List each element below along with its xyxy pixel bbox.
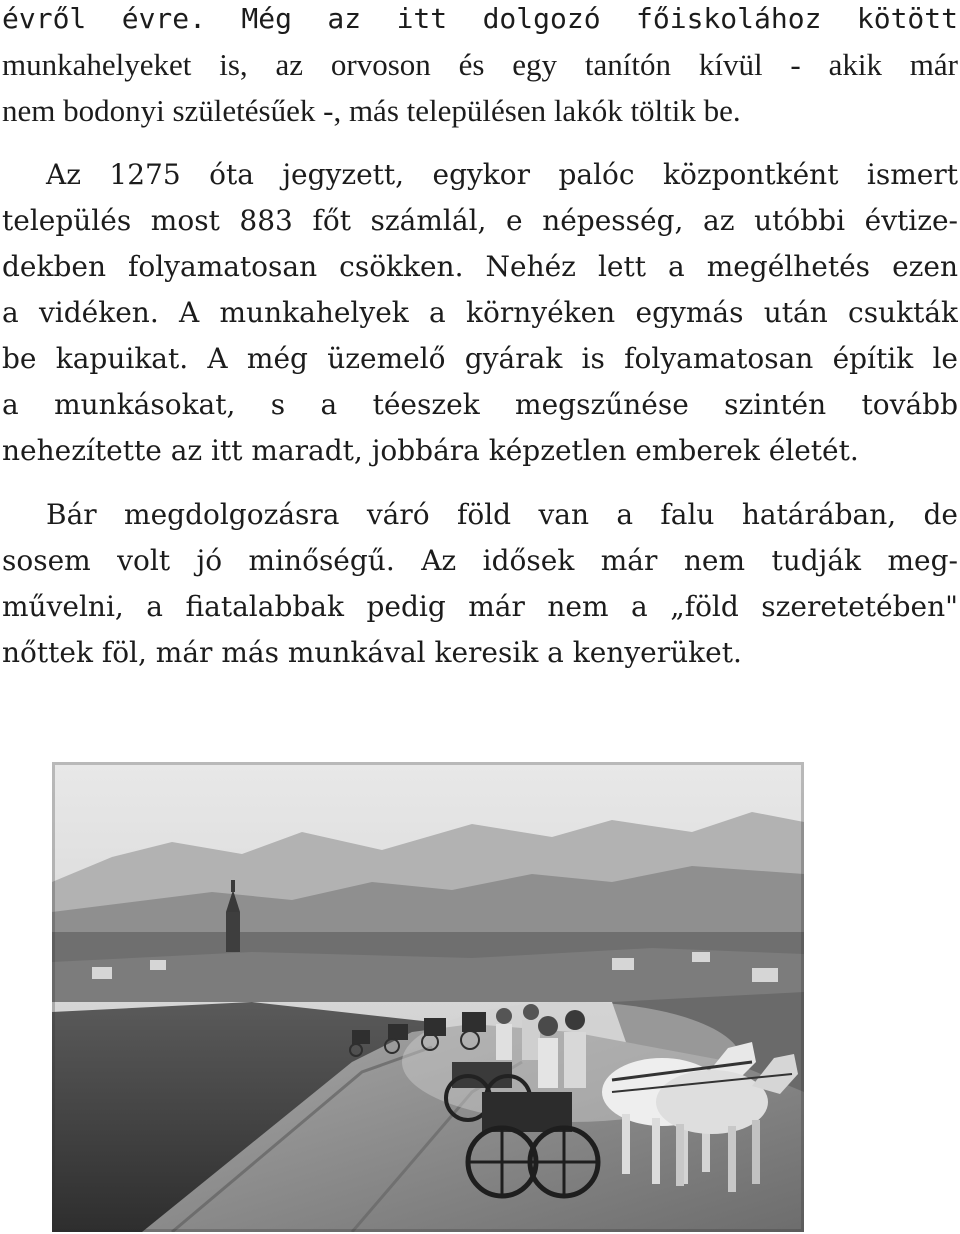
text-line: település most 883 főt számlál, e népesség, az utóbbi évtize- xyxy=(2,204,958,237)
text-line: nőttek föl, már más munkával keresik a kenyerüket. xyxy=(2,636,742,669)
text-line: sosem volt jó minőségű. Az idősek már nem tudják meg- xyxy=(2,544,958,577)
text-line: művelni, a fiatalabbak pedig már nem a „föld szeretetében" xyxy=(2,590,958,623)
paragraph-3 xyxy=(2,492,958,676)
text-line: dekben folyamatosan csökken. Nehéz lett a megélhetés ezen xyxy=(2,250,958,283)
text-line: Az 1275 óta jegyzett, egykor palóc központként ismert xyxy=(46,158,958,191)
text-line: nehezítette az itt maradt, jobbára képzetlen emberek életét. xyxy=(2,434,859,467)
text-line: Bár megdolgozásra váró föld van a falu határában, de xyxy=(46,498,958,531)
text-line: nem bodonyi születésűek -, más településen lakók töltik be. xyxy=(2,93,741,128)
text-line: munkahelyeket is, az orvoson és egy tanítón kívül - akik már xyxy=(2,47,958,82)
photo-illustration xyxy=(52,762,804,1232)
paragraph-2 xyxy=(2,152,958,474)
text-line: be kapuikat. A még üzemelő gyárak is folyamatosan építik le xyxy=(2,342,958,375)
text-line: évről évre. Még az itt dolgozó főiskolához kötött xyxy=(2,2,958,35)
historic-photo xyxy=(52,762,804,1232)
paragraph-1 xyxy=(2,0,958,134)
text-line: a vidéken. A munkahelyek a környéken egymás után csukták xyxy=(2,296,958,329)
text-line: a munkásokat, s a téeszek megszűnése szintén tovább xyxy=(2,388,958,421)
